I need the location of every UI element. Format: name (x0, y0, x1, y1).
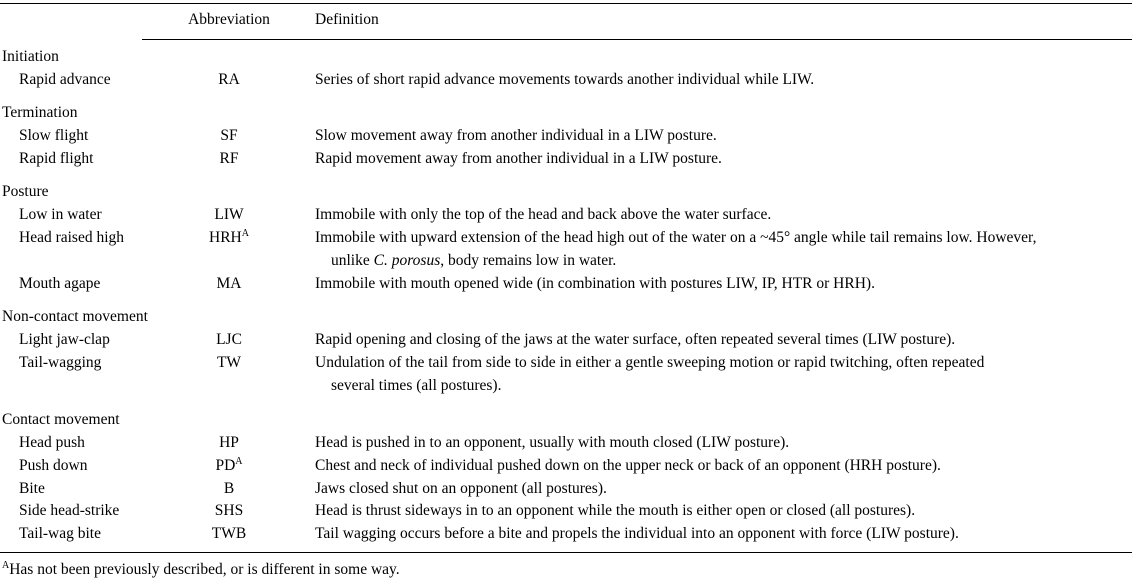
category-initiation: Initiation (2, 48, 59, 65)
abbr-b: B (223, 480, 235, 497)
definition-hrh-cont-post: , body remains low in water. (440, 252, 617, 269)
abbr-liw: LIW (214, 206, 244, 223)
definition-hrh-continued (331, 252, 616, 270)
abbr-shs: SHS (214, 502, 244, 519)
footnote-marker: A (2, 560, 10, 571)
abbr-tw: TW (216, 354, 242, 371)
category-termination: Termination (2, 104, 78, 121)
header-rule (142, 39, 1132, 40)
category-non-contact-movement: Non-contact movement (2, 308, 148, 325)
behaviour-tail-wag-bite: Tail-wag bite (19, 525, 101, 542)
behaviour-tail-wagging: Tail-wagging (19, 354, 102, 371)
behaviour-head-raised-high: Head raised high (19, 229, 125, 246)
behaviour-mouth-agape: Mouth agape (19, 275, 101, 292)
definition-rf: Rapid movement away from another individual in a LIW posture. (315, 150, 722, 167)
abbr-ra: RA (218, 71, 240, 88)
definition-ma: Immobile with mouth opened wide (in combination with postures LIW, IP, HTR or HRH). (315, 275, 875, 292)
footnote-marker: A (235, 456, 243, 467)
behaviour-rapid-advance: Rapid advance (19, 71, 111, 88)
category-posture: Posture (2, 183, 49, 200)
behaviour-low-in-water: Low in water (19, 206, 102, 223)
abbr-ljc: LJC (216, 331, 242, 348)
definition-shs: Head is thrust sideways in to an opponent while the mouth is either open or closed (all postures). (315, 502, 916, 519)
definition-sf: Slow movement away from another individual in a LIW posture. (315, 127, 717, 144)
bottom-rule (0, 552, 1132, 553)
definition-b: Jaws closed shut on an opponent (all postures). (315, 480, 607, 497)
behaviour-slow-flight: Slow flight (19, 127, 89, 144)
definition-hp: Head is pushed in to an opponent, usually with mouth closed (LIW posture). (315, 434, 790, 451)
abbr-twb: TWB (211, 525, 247, 542)
footnote-text: Has not been previously described, or is different in some way. (9, 561, 400, 578)
definition-tw-continued: several times (all postures). (331, 377, 502, 394)
definition-twb: Tail wagging occurs before a bite and propels the individual into an opponent with force (LIW posture). (315, 525, 959, 542)
definition-ljc: Rapid opening and closing of the jaws at the water surface, often repeated several times (LIW posture). (315, 331, 956, 348)
definition-tw: Undulation of the tail from side to side in either a gentle sweeping motion or rapid twitching, often repeated (315, 354, 985, 371)
abbr-ma: MA (216, 275, 242, 292)
category-contact-movement: Contact movement (2, 411, 120, 428)
behaviour-light-jaw-clap: Light jaw-clap (19, 331, 110, 348)
abbr-rf: RF (219, 150, 239, 167)
header-definition: Definition (315, 11, 379, 28)
abbr-hrh (209, 229, 249, 247)
definition-ra: Series of short rapid advance movements towards another individual while LIW. (315, 71, 815, 88)
definition-pd: Chest and neck of individual pushed down on the upper neck or back of an opponent (HRH posture). (315, 457, 941, 474)
behaviour-head-push: Head push (19, 434, 85, 451)
definition-hrh: Immobile with upward extension of the head high out of the water on a ~45° angle while tail remains low. However, (315, 229, 1037, 246)
behaviour-bite: Bite (19, 480, 45, 497)
behaviour-rapid-flight: Rapid flight (19, 150, 94, 167)
abbr-pd (215, 457, 242, 475)
header-abbreviation: Abbreviation (188, 11, 270, 28)
footnote-marker: A (241, 228, 249, 239)
abbr-sf: SF (220, 127, 238, 144)
abbr-pd-text: PD (215, 457, 236, 474)
abbr-hp: HP (219, 434, 239, 451)
behaviour-push-down: Push down (19, 457, 88, 474)
top-rule (0, 3, 1132, 4)
species-name: C. porosus (373, 252, 441, 269)
abbr-hrh-text: HRH (209, 229, 242, 246)
behaviour-side-head-strike: Side head-strike (19, 502, 120, 519)
definition-hrh-cont-pre: unlike (331, 252, 374, 269)
footnote (2, 561, 400, 579)
definition-liw: Immobile with only the top of the head and back above the water surface. (315, 206, 772, 223)
